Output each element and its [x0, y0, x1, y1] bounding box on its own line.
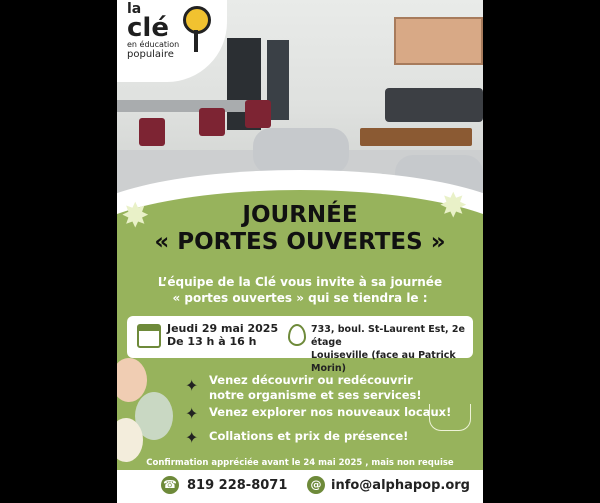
- coffee-table: [360, 128, 472, 146]
- event-time-text: De 13 h à 16 h: [167, 335, 257, 348]
- bullet-text: notre organisme et ses services!: [209, 388, 422, 402]
- bullet-text: Collations et prix de présence!: [209, 429, 409, 443]
- chair: [245, 100, 271, 128]
- event-info-bar: [127, 316, 473, 374]
- chair: [139, 118, 165, 146]
- wall-map-picture: [394, 17, 483, 65]
- logo-text: la: [127, 1, 142, 17]
- coffee-cup-icon: [429, 404, 471, 431]
- phone-number[interactable]: 819 228-8071: [187, 478, 288, 493]
- star-icon: ✦: [185, 428, 199, 447]
- address-line: Louiseville (face au Patrick Morin): [311, 350, 456, 374]
- bullet-item: [209, 429, 408, 444]
- star-icon: ✦: [185, 404, 199, 423]
- intro-text: « portes ouvertes » qui se tiendra le :: [172, 291, 428, 305]
- contact-footer: [117, 470, 483, 503]
- event-date: [167, 322, 278, 348]
- key-icon: [194, 30, 198, 52]
- phone-icon: ☎: [161, 476, 179, 494]
- event-address: [311, 323, 473, 375]
- logo: [127, 2, 227, 60]
- desk: [117, 100, 257, 112]
- email-address[interactable]: info@alphapop.org: [331, 478, 470, 493]
- page-title: « PORTES OUVERTES »: [154, 229, 446, 255]
- star-icon: ✸: [439, 186, 468, 226]
- address-line: 733, boul. St-Laurent Est, 2e étage: [311, 324, 465, 348]
- logo-text: en éducation: [127, 40, 180, 49]
- bullet-text: Venez découvrir ou redécouvrir: [209, 373, 413, 387]
- bullet-item: [209, 373, 422, 403]
- event-date-text: Jeudi 29 mai 2025: [167, 322, 279, 335]
- flyer: [117, 0, 483, 503]
- logo-text: populaire: [127, 49, 174, 60]
- star-icon: ✸: [121, 196, 150, 236]
- location-pin-icon: [288, 324, 306, 346]
- intro-text: L’équipe de la Clé vous invite à sa journée: [157, 275, 443, 289]
- calendar-icon: [137, 324, 161, 348]
- at-icon: @: [307, 476, 325, 494]
- confirmation-note: Confirmation appréciée avant le 24 mai 2025 , mais non requise: [146, 458, 454, 468]
- armchair: [253, 128, 349, 174]
- logo-text: clé: [127, 13, 169, 43]
- star-icon: ✦: [185, 376, 199, 395]
- chair: [199, 108, 225, 136]
- bullet-item: [209, 405, 451, 420]
- sofa: [385, 88, 483, 122]
- bullet-text: Venez explorer nos nouveaux locaux!: [209, 405, 452, 419]
- page-title: JOURNÉE: [242, 202, 358, 228]
